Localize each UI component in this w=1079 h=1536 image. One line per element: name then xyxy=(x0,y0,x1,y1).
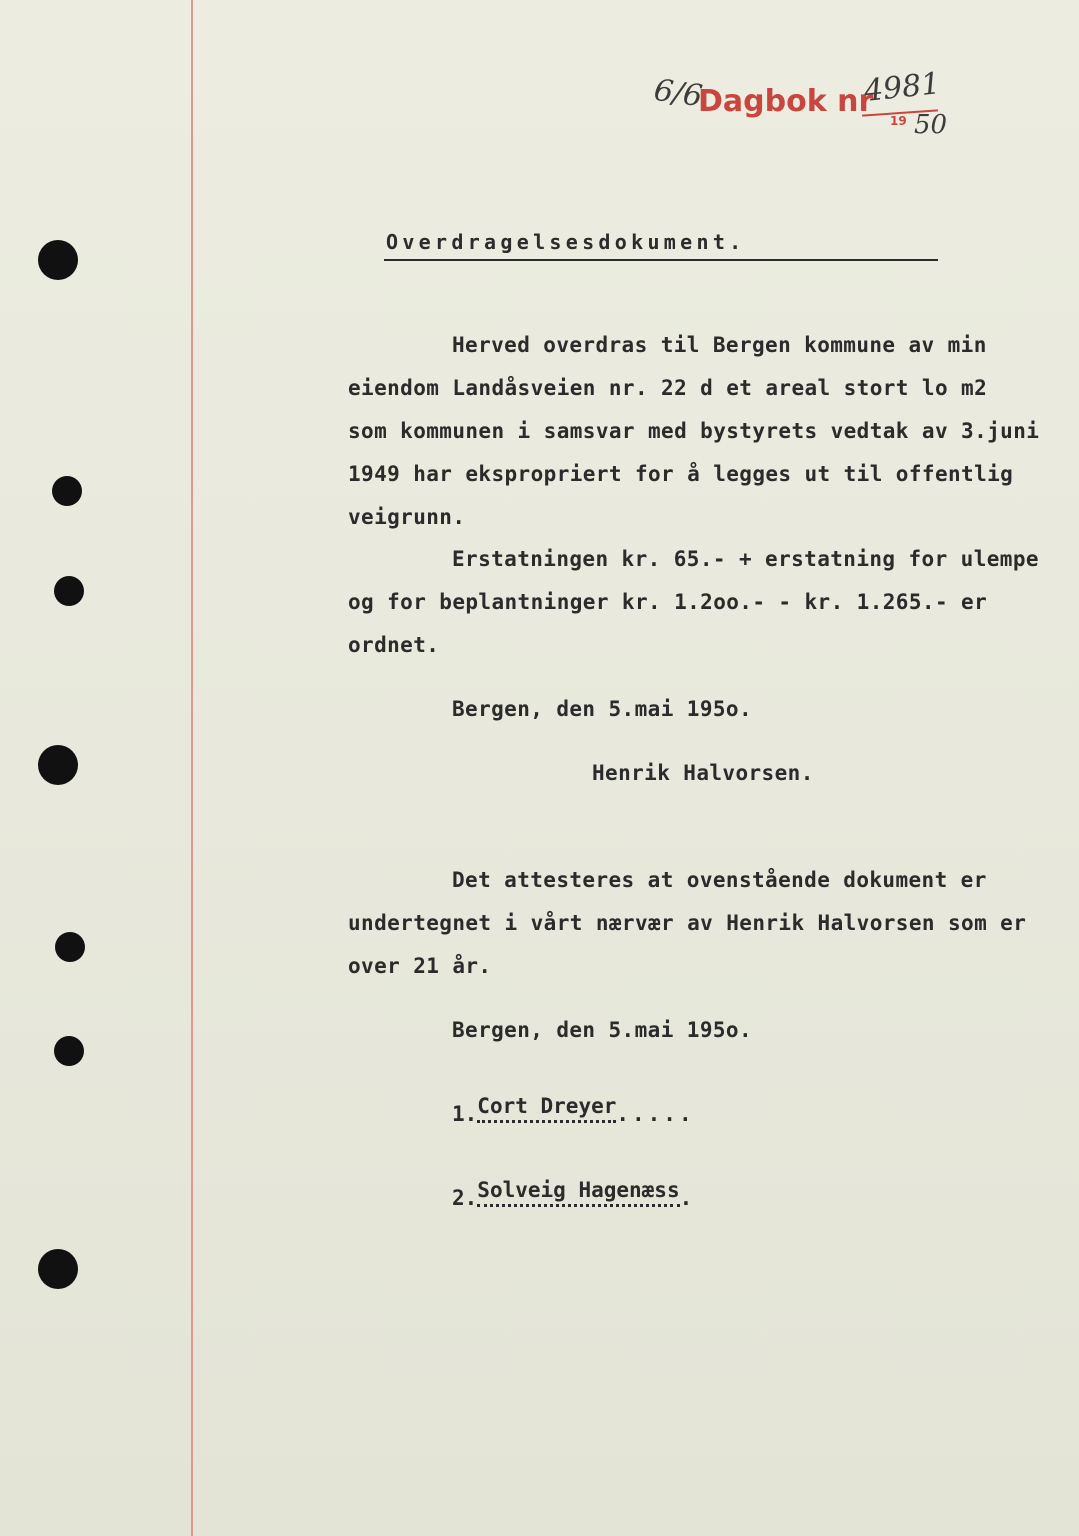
paragraph2-line: og for beplantninger kr. 1.2oo.- - kr. 1.265.- er xyxy=(348,590,988,614)
binder-hole xyxy=(38,745,78,785)
place-date: Bergen, den 5.mai 195o. xyxy=(452,697,752,721)
paragraph1-line: som kommunen i samsvar med bystyrets vedtak av 3.juni xyxy=(348,419,1040,443)
binder-hole xyxy=(54,576,84,606)
witness-number: 1. xyxy=(452,1102,478,1126)
witness-name: Solveig Hagenæss xyxy=(477,1178,679,1207)
attestation-line: over 21 år. xyxy=(348,954,492,978)
binder-hole xyxy=(38,240,78,280)
paragraph1-line: eiendom Landåsveien nr. 22 d et areal stort lo m2 xyxy=(348,376,988,400)
witness-2 xyxy=(452,1178,696,1215)
paragraph1-line: veigrunn. xyxy=(348,505,466,529)
stamp-number: 4981 xyxy=(862,66,942,109)
document-title: Overdragelsesdokument. xyxy=(386,230,746,254)
attestation-line: undertegnet i vårt nærvær av Henrik Halvorsen som er xyxy=(348,911,1027,935)
stamp-year: 50 xyxy=(914,110,948,140)
stamp-year-prefix: 19 xyxy=(890,114,907,128)
binder-hole xyxy=(38,1249,78,1289)
stamp-label: Dagbok nr xyxy=(698,84,874,119)
signatory-name: Henrik Halvorsen. xyxy=(592,761,814,785)
attestation-line: Det attesteres at ovenstående dokument er xyxy=(452,868,987,892)
binder-hole xyxy=(55,932,85,962)
place-date: Bergen, den 5.mai 195o. xyxy=(452,1018,752,1042)
witness-name: Cort Dreyer xyxy=(477,1094,616,1123)
witness-1 xyxy=(452,1094,695,1131)
stamp-date-fraction: 6/6 xyxy=(651,72,705,115)
witness-number: 2. xyxy=(452,1186,478,1210)
margin-line xyxy=(191,0,193,1536)
title-underline xyxy=(384,259,938,261)
witness-dots: . xyxy=(679,1186,696,1210)
witness-dots: ..... xyxy=(616,1102,695,1126)
paragraph1-line: Herved overdras til Bergen kommune av min xyxy=(452,333,987,357)
paragraph2-line: ordnet. xyxy=(348,633,440,657)
binder-hole xyxy=(54,1036,84,1066)
paragraph2-line: Erstatningen kr. 65.- + erstatning for ulempe xyxy=(452,547,1039,571)
binder-hole xyxy=(52,476,82,506)
paragraph1-line: 1949 har ekspropriert for å legges ut til offentlig xyxy=(348,462,1014,486)
register-stamp xyxy=(651,66,974,150)
